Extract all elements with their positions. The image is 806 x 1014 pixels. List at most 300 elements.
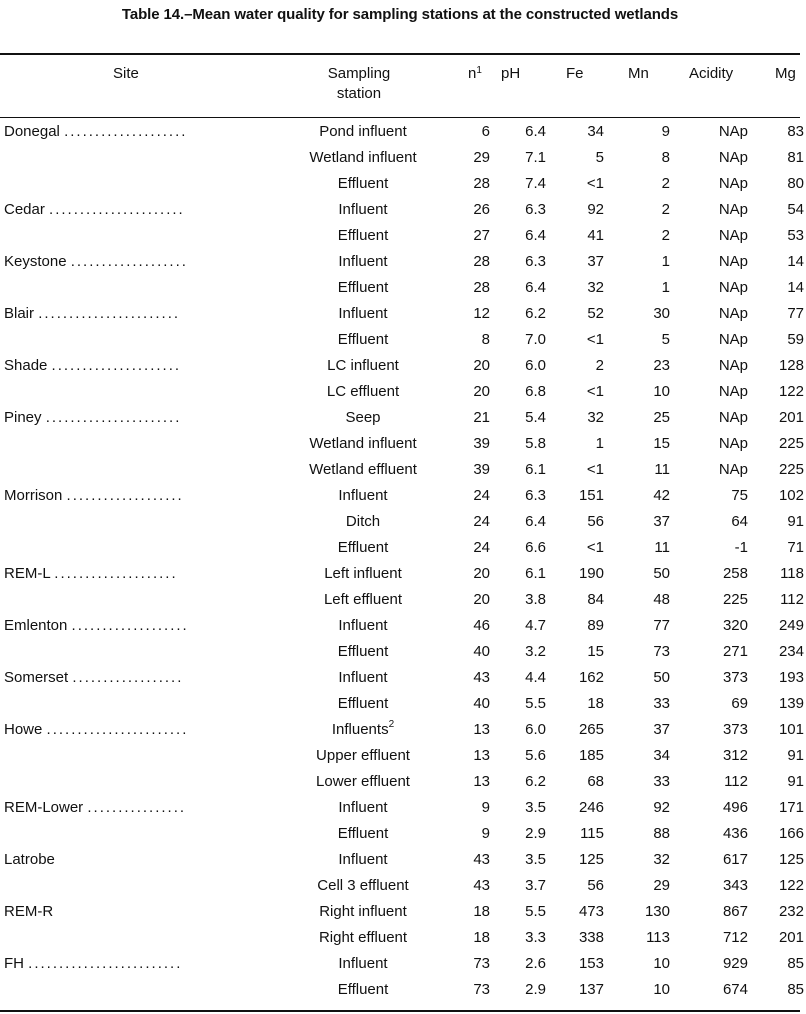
site-name: Blair <box>4 304 35 322</box>
mg-cell: 225 <box>778 434 804 452</box>
n-cell: 9 <box>481 824 490 842</box>
mg-cell: 91 <box>787 746 804 764</box>
n-cell: 24 <box>473 538 490 556</box>
mg-cell: 59 <box>787 330 804 348</box>
station-name: Pond influent <box>319 122 407 140</box>
mg-cell: 125 <box>778 850 804 868</box>
mn-cell: 73 <box>653 642 670 660</box>
n-label: n <box>468 65 477 82</box>
site-cell <box>0 300 272 326</box>
ph-cell: 6.6 <box>525 538 546 556</box>
acidity-cell: NAp <box>718 148 748 166</box>
bottom-rule <box>0 1010 800 1012</box>
site-cell <box>0 768 272 794</box>
site-cell <box>0 274 272 300</box>
n-cell: 43 <box>473 668 490 686</box>
ph-cell: 3.5 <box>525 798 546 816</box>
fe-cell: 52 <box>587 304 604 322</box>
mn-cell: 33 <box>653 772 670 790</box>
station-name: Influent <box>338 850 388 868</box>
site-cell <box>0 794 272 820</box>
site-cell <box>0 612 272 638</box>
n-cell: 28 <box>473 252 490 270</box>
station-name: Influent <box>338 486 388 504</box>
site-name: Latrobe <box>4 850 55 868</box>
acidity-cell: NAp <box>718 330 748 348</box>
fe-cell: 162 <box>578 668 604 686</box>
station-name: Influent <box>338 668 388 686</box>
acidity-cell: NAp <box>718 408 748 426</box>
site-cell <box>0 846 272 872</box>
table-row <box>0 690 806 716</box>
mg-cell: 139 <box>778 694 804 712</box>
n-cell: 6 <box>481 122 490 140</box>
station-name: Influent <box>338 798 388 816</box>
mn-cell: 34 <box>653 746 670 764</box>
station-cell <box>272 274 454 300</box>
acidity-cell: 225 <box>722 590 748 608</box>
top-rule <box>0 53 800 55</box>
site-cell <box>0 170 272 196</box>
n-cell: 29 <box>473 148 490 166</box>
table-row <box>0 144 806 170</box>
station-cell <box>272 820 454 846</box>
site-cell <box>0 430 272 456</box>
acidity-cell: NAp <box>718 356 748 374</box>
column-header-n <box>468 64 482 84</box>
mn-cell: 23 <box>653 356 670 374</box>
site-cell <box>0 820 272 846</box>
station-name: Wetland influent <box>309 434 417 452</box>
fe-cell: 41 <box>587 226 604 244</box>
mn-cell: 37 <box>653 720 670 738</box>
n-cell: 20 <box>473 590 490 608</box>
ph-cell: 5.8 <box>525 434 546 452</box>
station-name: Cell 3 effluent <box>317 876 409 894</box>
station-cell <box>272 872 454 898</box>
fe-cell: 2 <box>595 356 604 374</box>
station-name: Right effluent <box>318 928 408 946</box>
fe-cell: 5 <box>595 148 604 166</box>
acidity-cell: 258 <box>722 564 748 582</box>
n-cell: 28 <box>473 278 490 296</box>
mg-cell: 81 <box>787 148 804 166</box>
mn-cell: 9 <box>661 122 670 140</box>
table-row <box>0 326 806 352</box>
mg-cell: 53 <box>787 226 804 244</box>
site-name: REM-R <box>4 902 54 920</box>
ph-cell: 6.3 <box>525 252 546 270</box>
station-name: LC effluent <box>326 382 400 400</box>
ph-cell: 6.4 <box>525 226 546 244</box>
leader-dots: ..................... <box>51 356 182 374</box>
site-name: Morrison <box>4 486 63 504</box>
table-row <box>0 274 806 300</box>
station-name: Effluent <box>337 538 389 556</box>
table-row <box>0 508 806 534</box>
site-name: Keystone <box>4 252 67 270</box>
station-cell <box>272 430 454 456</box>
site-cell <box>0 586 272 612</box>
mn-cell: 130 <box>644 902 670 920</box>
station-name: Effluent <box>337 694 389 712</box>
n-cell: 20 <box>473 356 490 374</box>
site-name: REM-L <box>4 564 51 582</box>
acidity-cell: 929 <box>722 954 748 972</box>
mg-cell: 118 <box>780 564 804 582</box>
acidity-cell: 496 <box>722 798 748 816</box>
station-name: LC influent <box>327 356 399 374</box>
table-row <box>0 716 806 742</box>
mn-cell: 2 <box>661 200 670 218</box>
station-cell <box>272 898 454 924</box>
station-cell <box>272 950 454 976</box>
acidity-cell: -1 <box>734 538 748 556</box>
mg-cell: 193 <box>778 668 804 686</box>
station-name: Influents <box>331 720 389 738</box>
ph-cell: 5.5 <box>525 902 546 920</box>
station-cell <box>272 378 454 404</box>
column-header-site: Site <box>113 65 139 82</box>
mn-cell: 25 <box>653 408 670 426</box>
acidity-cell: NAp <box>718 174 748 192</box>
mn-cell: 29 <box>653 876 670 894</box>
mn-cell: 30 <box>653 304 670 322</box>
site-cell <box>0 924 272 950</box>
fe-cell: 115 <box>580 824 604 842</box>
table-row <box>0 560 806 586</box>
station-name: Effluent <box>337 174 389 192</box>
mn-cell: 5 <box>661 330 670 348</box>
fe-cell: 473 <box>578 902 604 920</box>
mn-cell: 2 <box>661 174 670 192</box>
table-row <box>0 612 806 638</box>
station-name: Influent <box>338 304 388 322</box>
mn-cell: 113 <box>646 928 670 946</box>
leader-dots: ................ <box>87 798 187 816</box>
station-cell <box>272 560 454 586</box>
station-name: Effluent <box>337 980 389 998</box>
station-name: Left influent <box>324 564 402 582</box>
site-name: Cedar <box>4 200 45 218</box>
station-cell <box>272 716 454 742</box>
acidity-cell: 320 <box>722 616 748 634</box>
acidity-cell: NAp <box>718 122 748 140</box>
site-cell <box>0 664 272 690</box>
fe-cell: <1 <box>586 174 604 192</box>
acidity-cell: 617 <box>722 850 748 868</box>
mg-cell: 85 <box>787 980 804 998</box>
mn-cell: 10 <box>653 954 670 972</box>
site-name: Emlenton <box>4 616 68 634</box>
mg-cell: 122 <box>778 382 804 400</box>
table-row <box>0 482 806 508</box>
station-cell <box>272 300 454 326</box>
mg-cell: 71 <box>787 538 804 556</box>
table-row <box>0 118 806 144</box>
ph-cell: 2.6 <box>525 954 546 972</box>
table-row <box>0 638 806 664</box>
station-cell <box>272 534 454 560</box>
fe-cell: 1 <box>595 434 604 452</box>
leader-dots: ....................... <box>38 304 181 322</box>
acidity-cell: 373 <box>722 668 748 686</box>
mg-cell: 14 <box>787 252 804 270</box>
acidity-cell: NAp <box>718 304 748 322</box>
table-row <box>0 820 806 846</box>
mg-cell: 54 <box>787 200 804 218</box>
site-name: Shade <box>4 356 48 374</box>
ph-cell: 6.1 <box>525 460 546 478</box>
station-name: Wetland effluent <box>309 460 417 478</box>
mn-cell: 2 <box>661 226 670 244</box>
leader-dots: ......................... <box>28 954 183 972</box>
station-cell <box>272 638 454 664</box>
station-name: Wetland influent <box>309 148 417 166</box>
site-cell <box>0 638 272 664</box>
mg-cell: 14 <box>787 278 804 296</box>
acidity-cell: 436 <box>722 824 748 842</box>
leader-dots: ...................... <box>49 200 185 218</box>
acidity-cell: NAp <box>718 382 748 400</box>
ph-cell: 3.5 <box>525 850 546 868</box>
n-cell: 43 <box>473 876 490 894</box>
mg-cell: 83 <box>787 122 804 140</box>
ph-cell: 6.4 <box>525 512 546 530</box>
table-row <box>0 378 806 404</box>
acidity-cell: 373 <box>722 720 748 738</box>
n-cell: 28 <box>473 174 490 192</box>
ph-cell: 3.3 <box>525 928 546 946</box>
ph-cell: 4.7 <box>525 616 546 634</box>
station-cell <box>272 482 454 508</box>
site-cell <box>0 872 272 898</box>
acidity-cell: NAp <box>718 226 748 244</box>
fe-cell: 15 <box>587 642 604 660</box>
ph-cell: 6.4 <box>525 122 546 140</box>
leader-dots: ................... <box>70 252 188 270</box>
mn-cell: 10 <box>653 382 670 400</box>
station-name: Effluent <box>337 330 389 348</box>
n-cell: 73 <box>473 954 490 972</box>
station-cell <box>272 768 454 794</box>
table-row <box>0 456 806 482</box>
site-cell <box>0 560 272 586</box>
leader-dots: ...................... <box>45 408 182 426</box>
site-name: FH <box>4 954 24 972</box>
fe-cell: 32 <box>587 408 604 426</box>
column-header-ph: pH <box>501 65 521 82</box>
ph-cell: 6.3 <box>525 200 546 218</box>
mg-cell: 201 <box>778 928 804 946</box>
acidity-cell: NAp <box>718 200 748 218</box>
mn-cell: 11 <box>654 538 670 556</box>
mn-cell: 92 <box>653 798 670 816</box>
ph-cell: 7.0 <box>525 330 546 348</box>
acidity-cell: 271 <box>722 642 748 660</box>
station-name: Lower effluent <box>316 772 410 790</box>
station-name: Influent <box>338 616 388 634</box>
table-title: Table 14.–Mean water quality for sampling stations at the constructed wetlands <box>121 6 679 23</box>
station-cell <box>272 196 454 222</box>
station-cell <box>272 456 454 482</box>
n-cell: 39 <box>473 434 490 452</box>
column-header-fe: Fe <box>566 65 584 82</box>
acidity-cell: 712 <box>722 928 748 946</box>
table-row <box>0 872 806 898</box>
site-cell <box>0 196 272 222</box>
mn-cell: 50 <box>653 668 670 686</box>
station-cell <box>272 742 454 768</box>
station-name: Effluent <box>337 226 389 244</box>
station-name: Effluent <box>337 824 389 842</box>
mn-cell: 1 <box>661 278 670 296</box>
ph-cell: 5.6 <box>525 746 546 764</box>
fe-cell: 137 <box>578 980 604 998</box>
table-row <box>0 664 806 690</box>
n-cell: 8 <box>481 330 490 348</box>
acidity-cell: 867 <box>722 902 748 920</box>
ph-cell: 2.9 <box>525 980 546 998</box>
n-cell: 73 <box>473 980 490 998</box>
station-name: Upper effluent <box>316 746 410 764</box>
station-cell <box>272 846 454 872</box>
station-name: Influent <box>338 954 388 972</box>
acidity-cell: 69 <box>731 694 748 712</box>
fe-cell: 32 <box>587 278 604 296</box>
station-cell <box>272 248 454 274</box>
table-row <box>0 586 806 612</box>
fe-cell: 185 <box>578 746 604 764</box>
mn-cell: 88 <box>653 824 670 842</box>
site-cell <box>0 326 272 352</box>
leader-dots: ................... <box>71 616 189 634</box>
mn-cell: 11 <box>654 460 670 478</box>
fe-cell: 56 <box>587 512 604 530</box>
n-cell: 26 <box>473 200 490 218</box>
leader-dots: ................... <box>66 486 184 504</box>
fe-cell: 125 <box>578 850 604 868</box>
mg-cell: 112 <box>780 590 804 608</box>
table-row <box>0 924 806 950</box>
station-name: Ditch <box>345 512 381 530</box>
water-quality-table <box>0 118 806 1002</box>
ph-cell: 3.7 <box>525 876 546 894</box>
acidity-cell: 312 <box>722 746 748 764</box>
station-cell <box>272 612 454 638</box>
acidity-cell: NAp <box>718 278 748 296</box>
acidity-cell: NAp <box>718 460 748 478</box>
n-cell: 18 <box>473 902 490 920</box>
n-cell: 13 <box>473 772 490 790</box>
site-cell <box>0 534 272 560</box>
site-cell <box>0 508 272 534</box>
station-cell <box>272 924 454 950</box>
table-row <box>0 222 806 248</box>
station-cell <box>272 690 454 716</box>
station-cell <box>272 352 454 378</box>
column-header-acidity: Acidity <box>689 65 734 82</box>
station-name: Influent <box>338 252 388 270</box>
table-row <box>0 352 806 378</box>
ph-cell: 6.2 <box>525 772 546 790</box>
leader-dots: ....................... <box>46 720 189 738</box>
site-cell <box>0 898 272 924</box>
table-row <box>0 430 806 456</box>
fe-cell: 265 <box>578 720 604 738</box>
site-cell <box>0 404 272 430</box>
n-cell: 27 <box>473 226 490 244</box>
n-cell: 40 <box>473 642 490 660</box>
mn-cell: 10 <box>653 980 670 998</box>
table-row <box>0 534 806 560</box>
fe-cell: 56 <box>587 876 604 894</box>
leader-dots: .................... <box>54 564 178 582</box>
fe-cell: 151 <box>578 486 604 504</box>
fe-cell: 153 <box>578 954 604 972</box>
site-cell <box>0 716 272 742</box>
fe-cell: 37 <box>587 252 604 270</box>
mg-cell: 77 <box>787 304 804 322</box>
table-row <box>0 300 806 326</box>
station-cell <box>272 508 454 534</box>
site-cell <box>0 222 272 248</box>
ph-cell: 5.4 <box>525 408 546 426</box>
column-header-station <box>268 64 450 104</box>
column-header-mg: Mg <box>775 65 796 82</box>
station-name: Right influent <box>319 902 407 920</box>
site-cell <box>0 248 272 274</box>
site-cell <box>0 690 272 716</box>
mg-cell: 101 <box>778 720 804 738</box>
station-header-line2: station <box>336 85 382 102</box>
station-cell <box>272 118 454 144</box>
n-footnote-mark: 1 <box>476 65 482 76</box>
fe-cell: <1 <box>586 460 604 478</box>
n-cell: 13 <box>473 746 490 764</box>
site-name: Somerset <box>4 668 69 686</box>
table-row <box>0 404 806 430</box>
fe-cell: <1 <box>586 330 604 348</box>
n-cell: 40 <box>473 694 490 712</box>
n-cell: 39 <box>473 460 490 478</box>
site-cell <box>0 950 272 976</box>
n-cell: 18 <box>473 928 490 946</box>
site-cell <box>0 742 272 768</box>
site-name: Howe <box>4 720 43 738</box>
table-row <box>0 768 806 794</box>
mg-cell: 166 <box>778 824 804 842</box>
fe-cell: 190 <box>578 564 604 582</box>
mg-cell: 128 <box>778 356 804 374</box>
mn-cell: 15 <box>653 434 670 452</box>
site-cell <box>0 456 272 482</box>
mg-cell: 171 <box>778 798 804 816</box>
leader-dots: .................... <box>64 122 188 140</box>
table-row <box>0 248 806 274</box>
station-cell <box>272 586 454 612</box>
mn-cell: 42 <box>653 486 670 504</box>
mg-cell: 232 <box>778 902 804 920</box>
mn-cell: 77 <box>653 616 670 634</box>
mn-cell: 33 <box>653 694 670 712</box>
station-cell <box>272 222 454 248</box>
table-row <box>0 846 806 872</box>
site-cell <box>0 378 272 404</box>
n-cell: 43 <box>473 850 490 868</box>
table-row <box>0 196 806 222</box>
ph-cell: 7.1 <box>525 148 546 166</box>
